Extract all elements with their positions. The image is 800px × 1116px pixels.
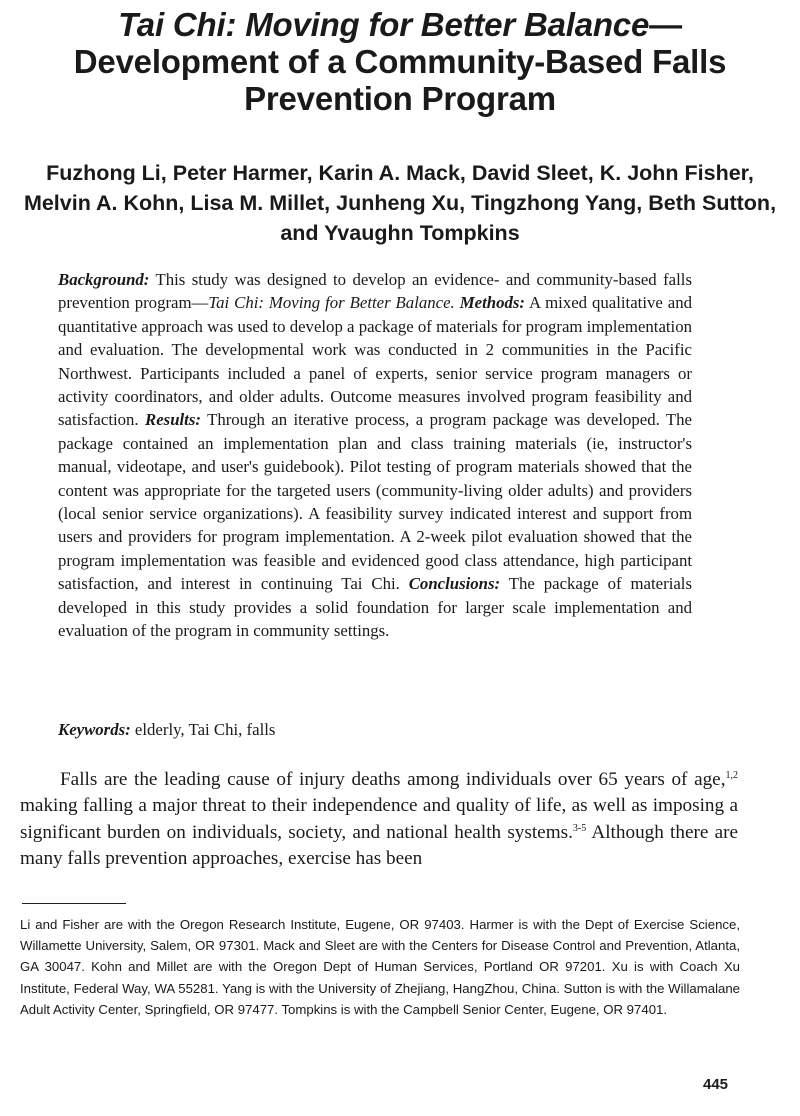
title-program-name: Tai Chi: Moving for Better Balance <box>118 6 650 43</box>
conclusions-label: Conclusions: <box>408 574 501 594</box>
results-label: Results: <box>145 410 201 430</box>
conclusions-text: The package of materials developed in this study provides a solid foundation for larger scale implementation and evaluation of the program in community settings. <box>58 574 692 641</box>
page-number: 445 <box>703 1076 729 1093</box>
keywords-text: elderly, Tai Chi, falls <box>134 720 276 739</box>
author-list: Fuzhong Li, Peter Harmer, Karin A. Mack, David Sleet, K. John Fisher, Melvin A. Kohn, Lisa M. Millet, Junheng Xu, Tingzhong Yang, Beth Sutton, and Yvaughn Tompkins <box>23 161 777 245</box>
methods-text: A mixed qualitative and quantitative approach was used to develop a package of materials for program implementation and evaluation. The developmental work was conducted in 2 communities in the Pacific Northwest. Participants included a panel of experts, senior service program managers or activity coordinators, and older adults. Outcome measures involved program feasibility and satisfaction. <box>58 293 692 430</box>
body-text-part-1: Falls are the leading cause of injury deaths among individuals over 65 years of age, <box>60 769 726 790</box>
body-text-part-2: making falling a major threat to their independence and quality of life, as well as imposing a significant burden on individuals, society, and national health systems. <box>20 795 738 843</box>
background-text: This study was designed to develop an evidence- and community-based falls prevention program— <box>58 270 692 313</box>
article-title <box>20 6 780 117</box>
abstract <box>58 268 692 643</box>
citation-ref: 3-5 <box>572 822 587 834</box>
body-paragraph <box>20 767 738 873</box>
program-name: Tai Chi: Moving for Better Balance. <box>208 293 455 313</box>
results-text: Through an iterative process, a program package was developed. The package contained an implementation plan and class training materials (ie, instructor's manual, videotape, and user's guidebook). Pilot testing of program materials showed that the content was appropriate for the targeted users (community-living older adults) and providers (local senior service organizations). A feasibility survey indicated interest and support from users and providers for program implementation. A 2-week pilot evaluation showed that the program implementation was feasible and evidenced good class attendance, high participant satisfaction, and interest in continuing Tai Chi. <box>58 410 692 594</box>
background-label: Background: <box>58 270 150 289</box>
methods-label: Methods: <box>459 293 525 313</box>
body-text-part-3: Although there are many falls prevention approaches, exercise has been <box>20 821 738 870</box>
title-rest: — Development of a Community-Based Falls Prevention Program <box>73 6 727 117</box>
footnote-divider <box>22 903 126 904</box>
keywords-label: Keywords: <box>58 720 131 739</box>
affiliations-footnote: Li and Fisher are with the Oregon Research Institute, Eugene, OR 97403. Harmer is with the Dept of Exercise Science, Willamette University, Salem, OR 97301. Mack and Sleet are with the Centers for Disease Control and Prevention, Atlanta, GA 30047. Kohn and Millet are with the Oregon Dept of Human Services, Portland OR 97201. Xu is with Coach Xu Institute, Federal Way, WA 55281. Yang is with the University of Zhejiang, HangZhou, China. Sutton is with the Willamalane Adult Activity Center, Springfield, OR 97477. Tompkins is with the Campbell Senior Center, Eugene, OR 97401. <box>20 917 740 1017</box>
citation-ref: 1,2 <box>725 770 738 781</box>
keywords <box>58 718 692 741</box>
